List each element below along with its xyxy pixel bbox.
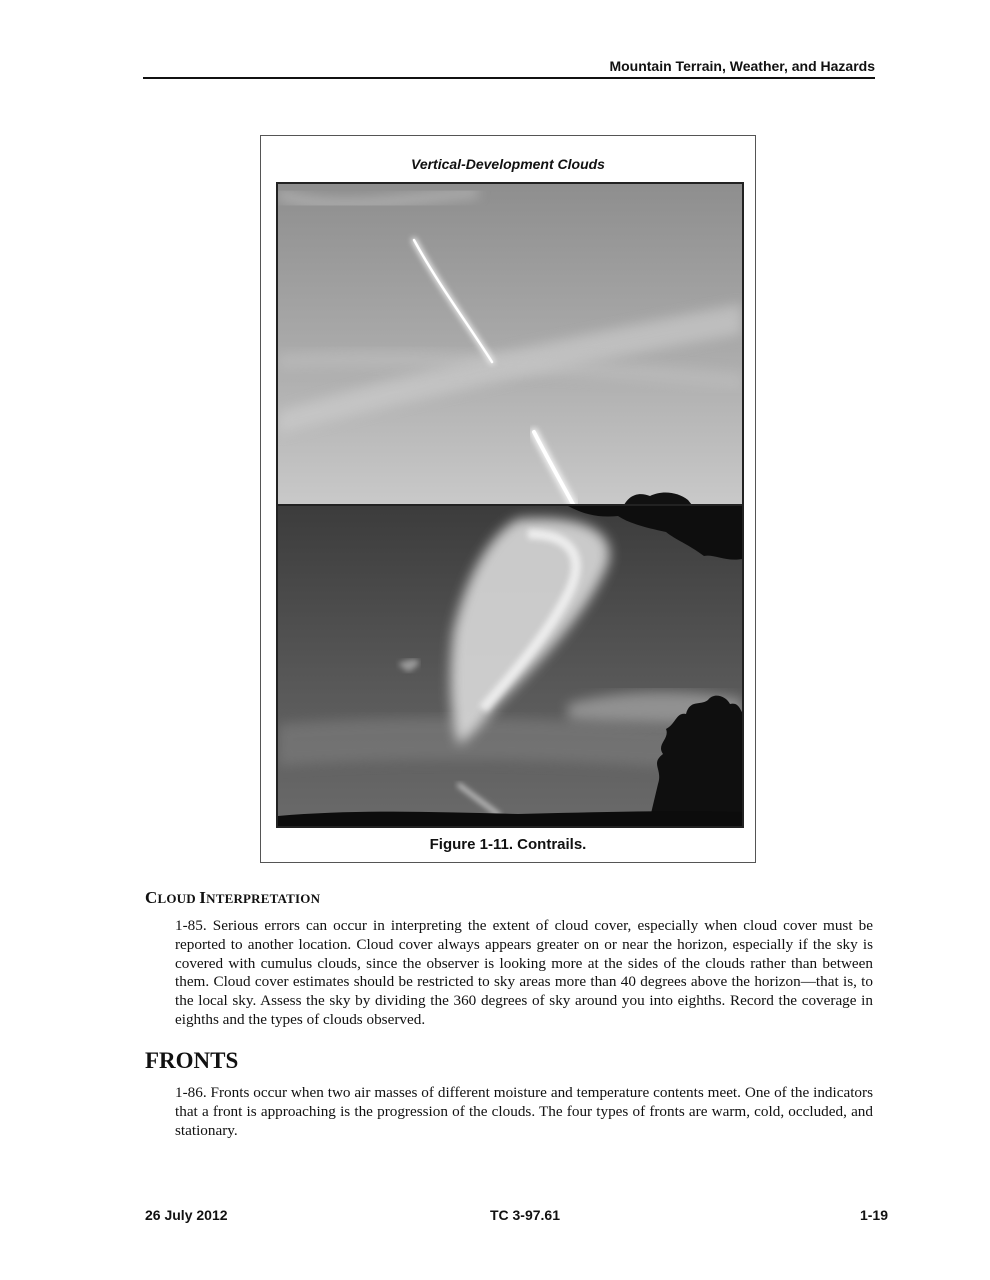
heading-small-caps: LOUD [157, 891, 200, 906]
paragraph-1-86: 1-86. Fronts occur when two air masses of different moisture and temperature contents meet. One of the indicators that a front is approaching is the progression of the clouds. The four types of fronts are warm, cold, occluded, and stationary. [175, 1084, 873, 1139]
heading-initial: I [199, 888, 207, 907]
figure-title: Vertical-Development Clouds [411, 156, 605, 172]
footer-date: 26 July 2012 [145, 1207, 228, 1223]
footer-page-number: 1-19 [859, 1207, 888, 1223]
footer-document-number: TC 3-97.61 [489, 1207, 561, 1223]
heading-initial: C [145, 888, 158, 907]
section-heading-fronts: FRONTS [145, 1048, 239, 1073]
running-header: Mountain Terrain, Weather, and Hazards [143, 58, 875, 79]
figure-caption: Figure 1-11. Contrails. [429, 836, 587, 853]
section-heading-cloud-interpretation [145, 888, 320, 908]
paragraph-1-85: 1-85. Serious errors can occur in interpreting the extent of cloud cover, especially when cloud cover must be reported to another location. Cloud cover always appears greater on or near the horizon, especially if the sky is covered with cumulus clouds, since the observer is looking more at the sides of the clouds rather than between them. Cloud cover estimates should be restricted to sky areas more than 40 degrees above the horizon—that is, to the local sky. Assess the sky by dividing the 360 degrees of sky around you into eighths. Record the coverage in eighths and the types of clouds observed. [175, 917, 873, 1028]
figure [260, 135, 756, 863]
contrails-photo [276, 182, 744, 828]
heading-small-caps: NTERPRETATION [206, 891, 321, 906]
